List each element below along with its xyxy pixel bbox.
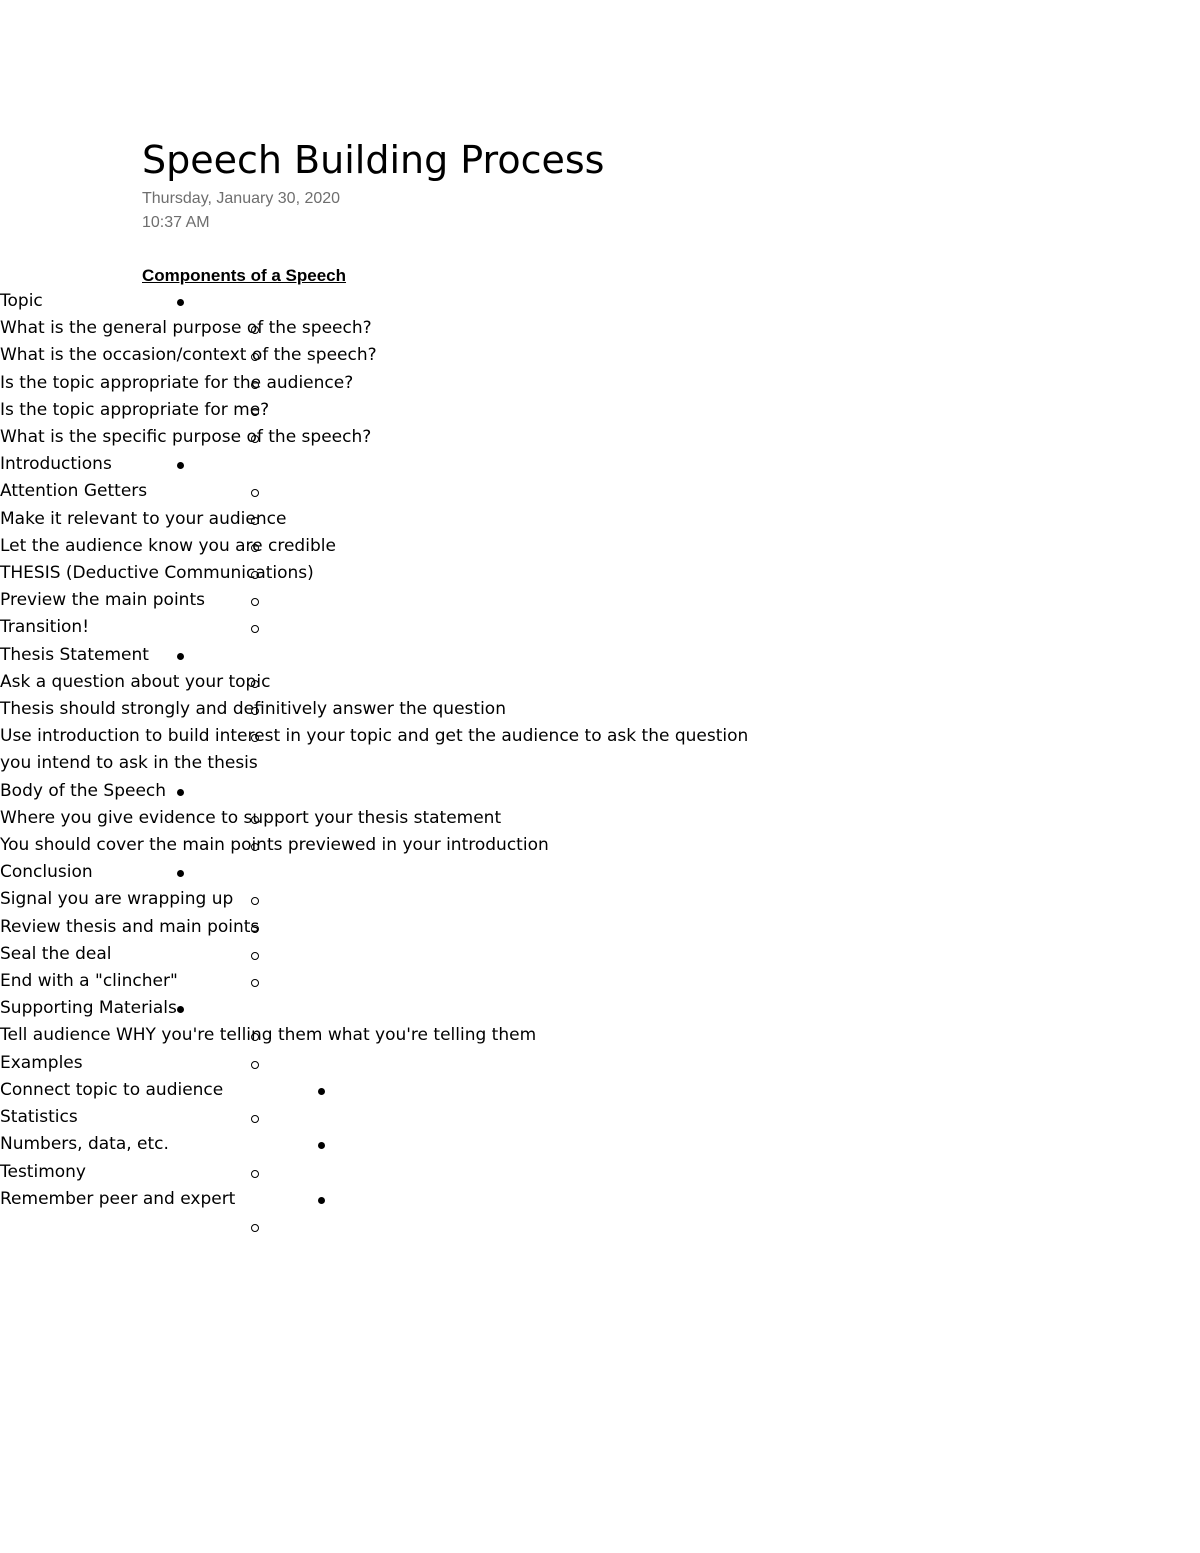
circle-bullet-icon: [247, 1050, 263, 1078]
bullet-icon: [172, 451, 188, 478]
outline-subitem: [0, 941, 1200, 968]
outline-label: Topic: [0, 291, 43, 311]
outline-subitem: [0, 315, 1200, 342]
outline-subitem: [0, 723, 1200, 777]
outline-label: Introductions: [0, 454, 112, 475]
bullet-icon: [172, 859, 188, 886]
bullet-icon: [172, 288, 188, 315]
outline-subitem: [0, 832, 1200, 859]
circle-bullet-icon: [247, 1022, 263, 1050]
outline-subitem: [0, 886, 1200, 913]
note-date: Thursday, January 30, 2020: [142, 190, 341, 207]
outline-subitem: [0, 397, 1200, 424]
outline-item-thesis-statement: [0, 642, 1200, 669]
outline-subitem: [0, 560, 1200, 587]
circle-bullet-icon: [247, 669, 263, 697]
outline-subitem: [0, 424, 1200, 451]
outline-subsubitem: [0, 1131, 1200, 1158]
circle-bullet-icon: [247, 1159, 263, 1187]
circle-bullet-icon: [247, 397, 263, 425]
outline-item-conclusion: [0, 859, 1200, 886]
outline-subitem-text: Preview the main points: [0, 590, 205, 611]
circle-bullet-icon: [247, 805, 263, 833]
circle-bullet-icon: [247, 914, 263, 942]
circle-bullet-icon: [247, 832, 263, 860]
outline-label: Supporting Materials: [0, 998, 177, 1019]
outline-subitem: [0, 1050, 1200, 1077]
outline-subitem: [0, 805, 1200, 832]
outline-list: [0, 288, 1200, 1213]
bullet-icon: [172, 995, 188, 1022]
outline-subitem: [0, 1022, 1200, 1049]
outline-subsubitem-text: Numbers, data, etc.: [0, 1134, 169, 1155]
outline-subitem-text: Let the audience know you are credible: [0, 535, 336, 556]
outline-subitem-text: Examples: [0, 1052, 83, 1073]
bullet-icon: [172, 778, 188, 805]
outline-subitem: [0, 614, 1200, 641]
bullet-icon: [313, 1077, 329, 1104]
outline-item-body: [0, 778, 1200, 805]
outline-subitem-text: Review thesis and main points: [0, 916, 260, 937]
circle-bullet-icon: [247, 506, 263, 534]
outline-subsubitem-text: Remember peer and expert: [0, 1188, 236, 1209]
outline-subitem-text: Statistics: [0, 1107, 78, 1128]
circle-bullet-icon: [247, 1213, 263, 1241]
circle-bullet-icon: [247, 696, 263, 724]
circle-bullet-icon: [247, 1104, 263, 1132]
circle-bullet-icon: [247, 886, 263, 914]
circle-bullet-icon: [247, 370, 263, 398]
outline-item-introductions: [0, 451, 1200, 478]
outline-subitem-text: You should cover the main points previewed in your introduction: [0, 835, 549, 856]
outline-item-supporting-materials: [0, 995, 1200, 1022]
outline-subitem-text: End with a "clincher": [0, 971, 178, 992]
bullet-icon: [313, 1186, 329, 1213]
outline-subitem-text: Is the topic appropriate for me?: [0, 399, 270, 420]
outline-subitem: [0, 1159, 1200, 1186]
outline-subitem: [0, 914, 1200, 941]
circle-bullet-icon: [247, 614, 263, 642]
outline-subitem: [0, 1104, 1200, 1131]
circle-bullet-icon: [247, 968, 263, 996]
outline-subitem-text: Signal you are wrapping up: [0, 889, 234, 910]
outline-label: Body of the Speech: [0, 780, 167, 801]
outline-subitem: [0, 506, 1200, 533]
outline-subsubitem-text: Connect topic to audience: [0, 1079, 224, 1100]
bullet-icon: [313, 1131, 329, 1158]
outline-subitem: [0, 533, 1200, 560]
circle-bullet-icon: [247, 587, 263, 615]
circle-bullet-icon: [247, 560, 263, 588]
section-heading: Components of a Speech: [142, 266, 347, 285]
outline-subitem: [0, 669, 1200, 696]
circle-bullet-icon: [247, 723, 263, 751]
circle-bullet-icon: [247, 315, 263, 343]
outline-label: Thesis Statement: [0, 644, 149, 665]
page-title: Speech Building Process: [142, 138, 605, 182]
outline-subitem-text: Is the topic appropriate for the audience?: [0, 372, 354, 393]
outline-subitem-text: Testimony: [0, 1161, 86, 1182]
outline-subitem-text: Where you give evidence to support your thesis statement: [0, 807, 502, 828]
note-time: 10:37 AM: [142, 214, 210, 231]
outline-item-topic: [0, 288, 1200, 315]
outline-subitem: [0, 968, 1200, 995]
outline-subitem-text: What is the occasion/context of the speech?: [0, 345, 377, 366]
outline-subitem: [0, 342, 1200, 369]
outline-subitem-text: Seal the deal: [0, 943, 112, 964]
outline-subitem-text: Attention Getters: [0, 481, 148, 502]
outline-subitem-text: What is the specific purpose of the speech?: [0, 427, 372, 448]
outline-subitem-text: Tell audience WHY you're telling them what you're telling them: [0, 1025, 537, 1046]
outline-subitem: [0, 478, 1200, 505]
outline-subitem-text: Thesis should strongly and definitively answer the question: [0, 699, 506, 720]
outline-subsubitem: [0, 1186, 1200, 1213]
outline-subitem-text: What is the general purpose of the speech?: [0, 318, 372, 339]
outline-subitem: [0, 370, 1200, 397]
outline-subitem: [0, 696, 1200, 723]
circle-bullet-icon: [247, 941, 263, 969]
outline-label: Conclusion: [0, 862, 93, 883]
outline-subitem-text: Use introduction to build interest in your topic and get the audience to ask the question you intend to ask in the thesis: [0, 726, 749, 774]
circle-bullet-icon: [247, 478, 263, 506]
circle-bullet-icon: [247, 533, 263, 561]
outline-subitem-text: Make it relevant to your audience: [0, 508, 287, 529]
outline-subitem-text: Ask a question about your topic: [0, 671, 271, 692]
outline-subitem: [0, 587, 1200, 614]
outline-subitem-text: Transition!: [0, 617, 90, 638]
outline-subsubitem: [0, 1077, 1200, 1104]
outline-subitem-text: THESIS (Deductive Communications): [0, 563, 314, 584]
circle-bullet-icon: [247, 424, 263, 452]
circle-bullet-icon: [247, 342, 263, 370]
bullet-icon: [172, 642, 188, 669]
